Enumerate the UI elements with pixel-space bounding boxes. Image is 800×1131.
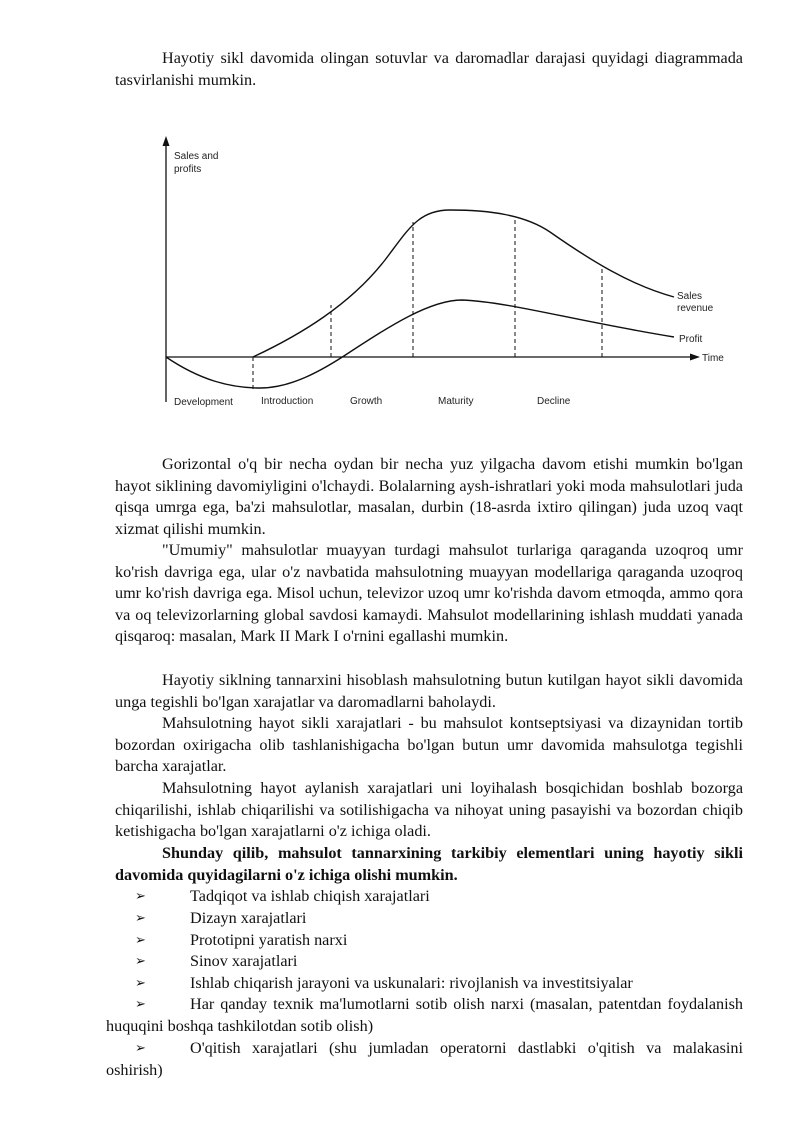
arrow-bullet-icon: ➢ [135,933,146,948]
arrow-bullet-icon: ➢ [135,889,146,904]
stage-label-introduction: Introduction [261,396,314,407]
list-item [106,973,743,995]
sales-revenue-label-line2: revenue [677,303,714,314]
list-item-text: Tadqiqot va ishlab chiqish xarajatlari [190,887,430,905]
list-item [106,994,743,1037]
arrow-bullet-icon: ➢ [135,954,146,969]
list-item [106,930,743,952]
arrow-bullet-icon: ➢ [135,911,146,926]
y-axis-label-line2: profits [174,164,202,175]
arrow-bullet-icon: ➢ [135,997,146,1012]
list-item-text: Sinov xarajatlari [190,952,298,970]
profit-label: Profit [679,334,703,345]
list-item [106,886,743,908]
stage-label-maturity: Maturity [438,396,474,407]
list-item-text: Dizayn xarajatlari [190,909,307,927]
stage-label-decline: Decline [537,396,571,407]
list-item-text: Har qanday texnik ma'lumotlarni sotib olish narxi (masalan, patentdan foydalanish huquqini boshqa tashkilotdan sotib olish) [106,995,743,1035]
body-paragraph-5: Mahsulotning hayot aylanish xarajatlari uni loyihalash bosqichidan boshlab bozorga chiqarilishi, ishlab chiqarilishi va sotilishigacha va nihoyat uning pasayishi va bozordan chiqib ketishigacha bo'lgan xarajatlarni o'z ichiga oladi. [115,779,743,841]
list-item-text: Ishlab chiqarish jarayoni va uskunalari: rivojlanish va investitsiyalar [190,974,633,992]
list-item-text: Prototipni yaratish narxi [190,931,348,949]
arrow-bullet-icon: ➢ [135,976,146,991]
body-paragraph-4: Mahsulotning hayot sikli xarajatlari - bu mahsulot kontseptsiyasi va dizaynidan tortib bozordan oxirigacha olib tashlanishigacha bo'lgan butun umr davomida mahsulotga tegishli barcha xarajatlar. [115,714,743,776]
list-item [106,1038,743,1081]
stage-label-development: Development [174,397,233,408]
y-axis-label-line1: Sales and [174,151,219,162]
body-paragraph-6-bold: Shunday qilib, mahsulot tannarxining tarkibiy elementlari uning hayotiy sikli davomida quyidagilarni o'z ichiga olishi mumkin. [115,844,743,884]
arrow-bullet-icon: ➢ [135,1041,146,1056]
x-axis-arrow [690,354,700,361]
sales-revenue-line [253,210,674,357]
stage-label-growth: Growth [350,396,383,407]
sales-revenue-label-line1: Sales [677,291,703,302]
intro-paragraph: Hayotiy sikl davomida olingan sotuvlar va daromadlar darajasi quyidagi diagrammada tasvirlanishi mumkin. [115,49,743,89]
body-paragraph-1: Gorizontal o'q bir necha oydan bir necha yuz yilgacha davom etishi mumkin bo'lgan hayot siklining davomiyligini o'lchaydi. Bolalarning aysh-ishratlari yoki moda mahsulotlari juda qisqa umrga ega, ba'zi mahsulotlar, masalan, durbin (18-asrda ixtiro qilingan) juda uzoq vaqt xizmat qilishi mumkin. [115,455,743,538]
product-life-cycle-chart [150,130,730,420]
list-item [106,908,743,930]
body-paragraph-2: "Umumiy" mahsulotlar muayyan turdagi mahsulot turlariga qaraganda uzoqroq umr ko'rish davriga ega, ular o'z navbatida mahsulotning muayyan modellariga qaraganda uzoqroq umr ko'rish davriga ega. Misol uchun, televizor uzoq umr ko'rishda davom etmoqda, ammo qora va oq televizorlarning global savdosi kamaydi. Mahsulot modellarining ishlash muddati yanada qisqaroq: masalan, Mark II Mark I o'rnini egallashi mumkin. [115,541,743,646]
y-axis-arrow [163,136,170,146]
list-item [106,951,743,973]
profit-line [166,300,674,388]
x-axis-label: Time [702,353,724,364]
body-paragraph-3: Hayotiy siklning tannarxini hisoblash mahsulotning butun kutilgan hayot sikli davomida unga tegishli bo'lgan xarajatlar va daromadlarni baholaydi. [115,671,743,711]
list-item-text: O'qitish xarajatlari (shu jumladan operatorni dastlabki o'qitish va malakasini oshirish) [106,1039,743,1079]
